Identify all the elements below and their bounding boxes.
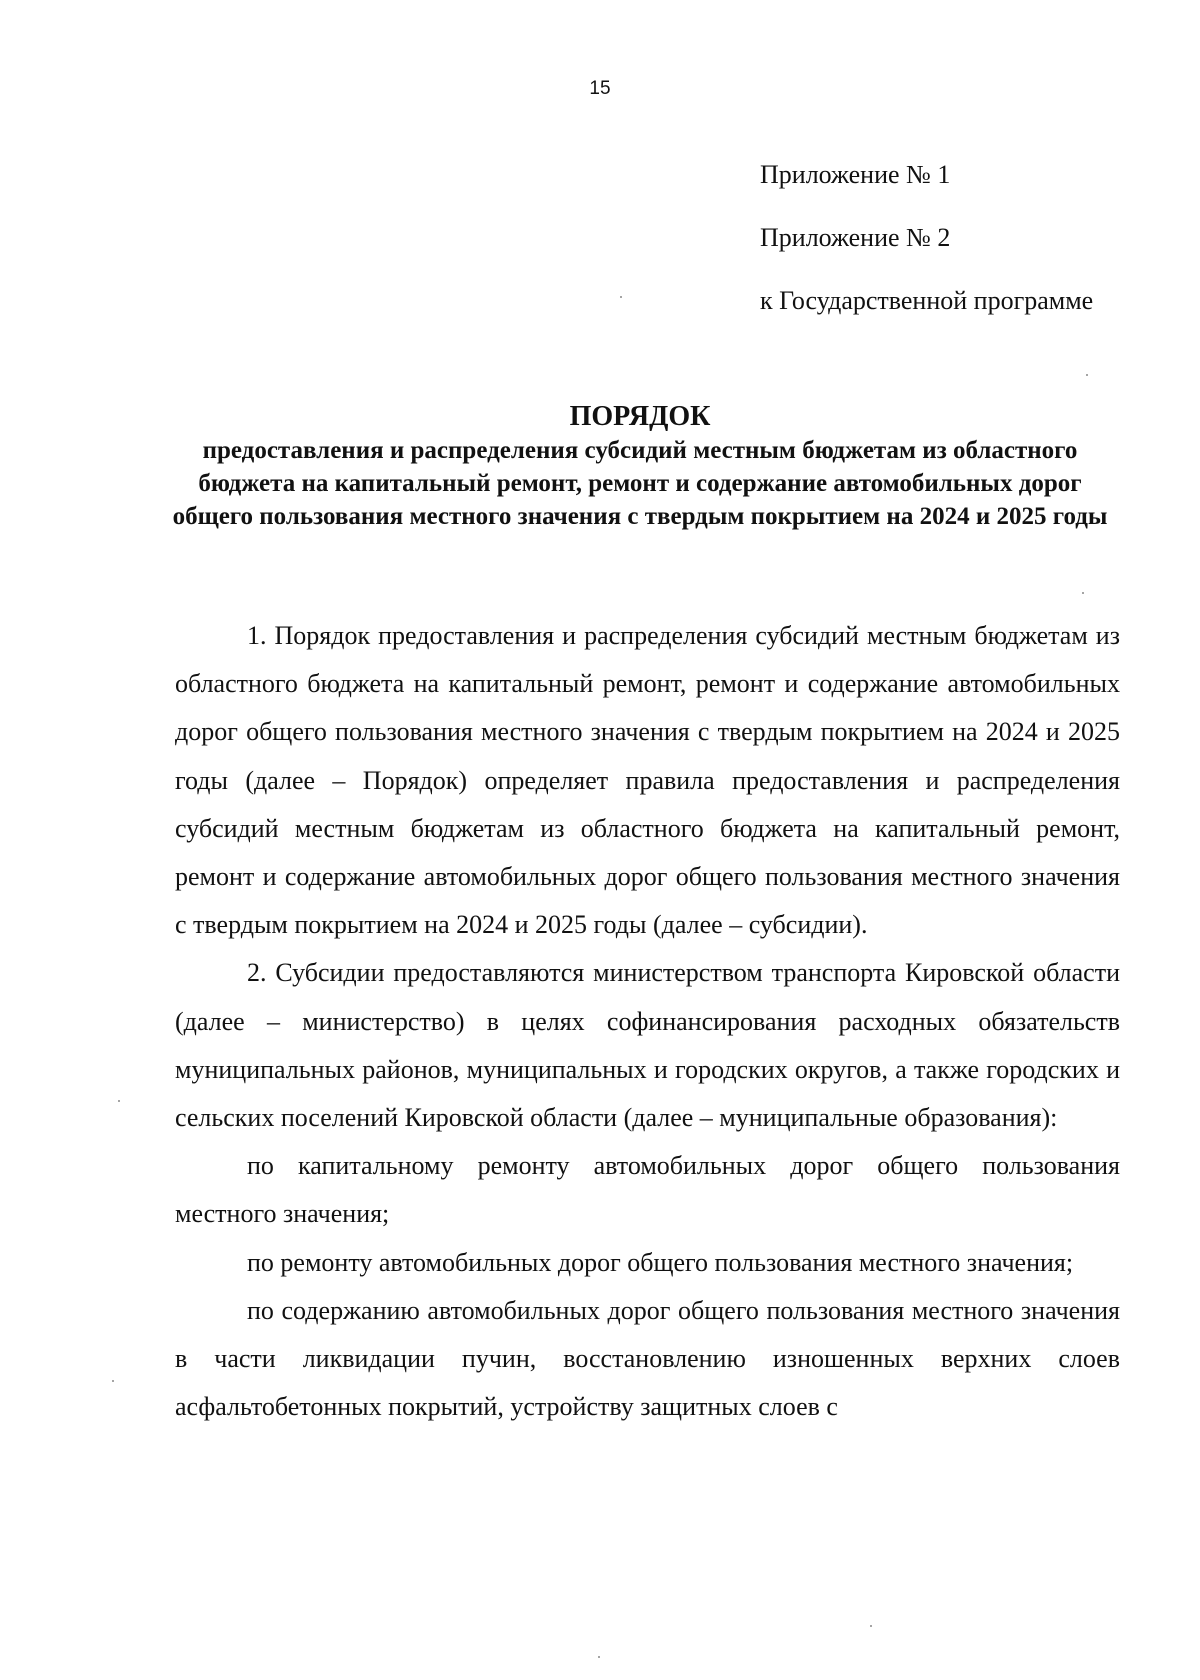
scan-speck bbox=[870, 1625, 872, 1627]
page-number: 15 bbox=[589, 78, 611, 99]
document-title: ПОРЯДОК bbox=[569, 401, 711, 432]
scan-speck bbox=[620, 296, 622, 298]
paragraph-capital-repair: по капитальному ремонту автомобильных дорог общего пользования местного значения; bbox=[175, 1151, 1120, 1229]
paragraph-1: 1. Порядок предоставления и распределения субсидий местным бюджетам из областного бюджета на капитальный ремонт, ремонт и содержание автомобильных дорог общего пользования местного значения с твердым покрытием на 2024 и 2025 годы (далее – Порядок) определяет правила предоставления и распределения субсидий местным бюджетам из областного бюджета на капитальный ремонт, ремонт и содержание автомобильных дорог общего пользования местного значения с твердым покрытием на 2024 и 2025 годы (далее – субсидии). bbox=[175, 621, 1120, 940]
appendix-line-2: Приложение № 2 bbox=[760, 223, 951, 252]
scan-speck bbox=[598, 1656, 600, 1658]
scan-speck bbox=[118, 1100, 120, 1102]
appendix-line-1: Приложение № 1 bbox=[760, 160, 951, 189]
document-subtitle: предоставления и распределения субсидий местным бюджетам из областного бюджета на капитальный ремонт, ремонт и содержание автомобильных дорог общего пользования местного значения с твердым покрытием на 2024 и 2025 годы bbox=[172, 437, 1108, 530]
paragraph-maintenance: по содержанию автомобильных дорог общего пользования местного значения в части ликвидации пучин, восстановлению изношенных верхних слоев асфальтобетонных покрытий, устройству защитных слоев с bbox=[175, 1295, 1120, 1422]
scan-speck bbox=[112, 1380, 114, 1382]
document-title-block bbox=[160, 400, 1120, 533]
paragraph-2: 2. Субсидии предоставляются министерством транспорта Кировской области (далее – министерство) в целях софинансирования расходных обязательств муниципальных районов, муниципальных и городских округов, а также городских и сельских поселений Кировской области (далее – муниципальные образования): bbox=[175, 958, 1120, 1133]
appendix-reference bbox=[760, 160, 1093, 316]
document-body bbox=[175, 612, 1120, 1431]
paragraph-repair: по ремонту автомобильных дорог общего пользования местного значения; bbox=[247, 1247, 1074, 1277]
scan-speck bbox=[1086, 374, 1088, 376]
appendix-line-3: к Государственной программе bbox=[760, 286, 1094, 315]
scan-speck bbox=[1082, 592, 1084, 594]
